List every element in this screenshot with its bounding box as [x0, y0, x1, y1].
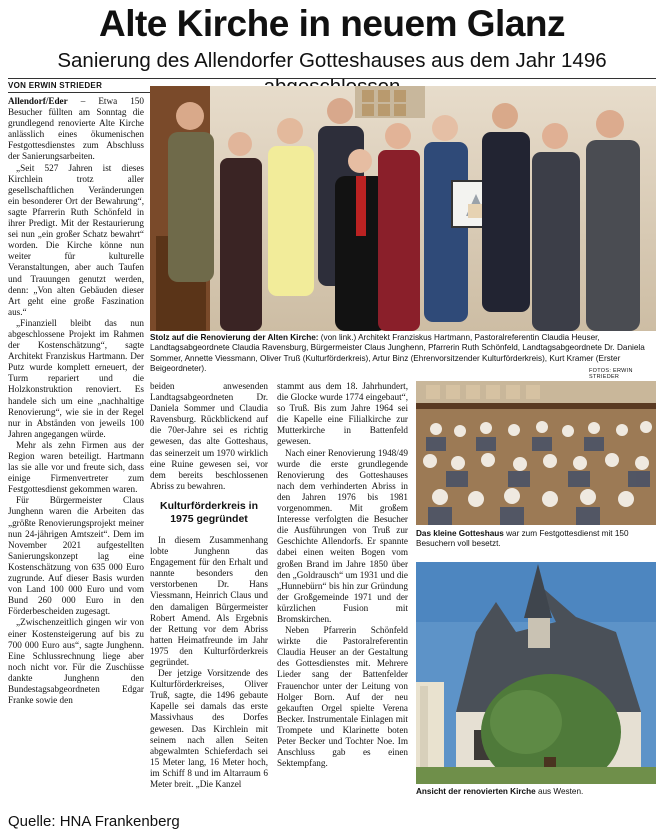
top-rule [8, 78, 656, 79]
article-column-3 [277, 381, 408, 769]
article-column-2 [150, 381, 268, 790]
paragraph: stammt aus dem 18. Jahrhundert, die Glocke wurde 1774 eingebaut“, so Truß. Bis zum Jahre 1964 sei die Kapelle eine Filialkirche zur Mutterkirche in Battenfeld gewesen. [277, 381, 408, 447]
subheadline: Sanierung des Allendorfer Gotteshauses aus dem Jahr 1496 [57, 49, 607, 72]
section-subtitle: Kulturförderkreis in 1975 gegründet [159, 499, 259, 525]
paragraph: Für Bürgermeister Claus Junghenn waren die Arbeiten das „größte Renovierungsprojekt meiner nun 24-jährigen Amtszeit“. Dem im November 2021 aufgestellten Sanierungskonzept lag eine Kostenschätzung von 635 000 Euro zugrunde. Auf dieser Basis wurden von Land 100 000 Euro und vom Bund 260 000 Euro in den Förderbescheiden zugesagt. [8, 495, 144, 617]
photo-credit: FOTOS: ERWIN STRIEDER [589, 368, 633, 380]
audience-photo-image [416, 381, 656, 525]
church-photo [416, 562, 656, 784]
paragraph: In diesem Zusammenhang lobte Junghenn das Engagement für den Erhalt und nannte besonders den verstorbenen Dr. Hans Viessmann, Heinrich Claus und den damaligen Bürgermeister Robert Amend. Als Ergebnis der Rettung vor dem Abriss hatten Heimatfreunde im Jahr 1975 den Kulturförderkreis gegründet. [150, 534, 268, 667]
paragraph: Mehr als zehn Firmen aus der Region waren beteiligt. Hartmann las sie alle vor und freute sich, dass einige Firmenvertreter zum Festgottesdienst gekommen waren. [8, 439, 144, 495]
group-photo [150, 86, 656, 331]
paragraph: „Finanziell bleibt das nun abgeschlossene Projekt im Rahmen der Kostenschätzung“, sagte Architekt Franziskus Hartmann. Der Putz wurde komplett erneuert, der Turm repariert und die Holzkonstruktion renoviert. Es handele sich um eine „nachhaltige Renovierung“, wie sie in der Regel nur in Abständen von jeweils 100 Jahren angegangen würde. [8, 317, 144, 439]
headline: Alte Kirche in neuem Glanz [98, 3, 566, 44]
church-photo-image [416, 562, 656, 784]
church-photo-caption: Ansicht der renovierten Kirche aus Westen. [416, 787, 584, 796]
dateline: Allendorf/Eder [8, 96, 68, 106]
paragraph: „Seit 527 Jahren ist dieses Kirchlein trotz aller gesellschaftlichen Veränderungen ein besonderer Ort der Bewahrung“, sagte Pfarrerin Ruth Schönfeld in ihrer Predigt. Mit der Restaurierung sei nun „ein großer Schatz bewahrt“ worden. Die Kirche könne nun weiter für kulturelle Veranstaltungen, aber auch Taufen und Trauungen genutzt werden, denn: „Von alten Gebäuden dieser Art geht eine große Faszination aus.“ [8, 162, 144, 317]
group-photo-caption: Stolz auf die Renovierung der Alten Kirche: (von link.) Architekt Franziskus Hartmann, Pastoralreferentin Claudia Heuser, Landtagsabgeordnete Claudia Ravensburg, Bürgermeister Claus Junghenn, Pfarrerin Ruth Schönfeld, Landtagsabgeordnete Dr. Daniela Sommer, Annette Viessmann, Oliver Truß (Kulturförderkreis), Artur Binz (Ehrenvorsitzender Kulturförderkreis), Kurt Kramer (Erster Beigeordneter). [150, 333, 645, 374]
audience-photo-caption: Das kleine Gotteshaus war zum Festgottesdienst mit 150 Besuchern voll besetzt. [416, 529, 629, 549]
paragraph: beiden anwesenden Landtagsabgeordneten Dr. Daniela Sommer und Claudia Ravensburg. Rückblickend auf die 70er-Jahre sei es richtig gewesen, das alte Gotteshaus, das seinerzeit um 1970 wirklich eine Ruine gewesen sei, vor dem bereits beschlossenen Abriss zu bewahren. [150, 381, 268, 491]
paragraph: „Zwischenzeitlich gingen wir von einer Kostensteigerung auf bis zu 700 000 Euro aus“, sagte Junghenn. Eine Schlussrechnung liege aber noch nicht vor. Für die Zuschüsse dankte Junghenn den Bundestagsabgeordneten Edgar Franke sowie den [8, 617, 144, 706]
paragraph: Nach einer Renovierung 1948/49 wurde die erste grundlegende Renovierung des Gotteshauses nach dem verhinderten Abriss in den Jahren 1976 bis 1981 vorgenommen. Mit großem Interesse verfolgten die Besucher die Ausführungen von Truß zur Geschichte Allendorfs. Er spannte dabei einen weiten Bogen vom großen Brand im Jahre 1850 über den „Goldrausch“ um 1931 und die „Hunnebürn“ bis hin zur Gründung der Großgemeinde 1971 und der kürzlichen Fusion mit Bromskirchen. [277, 447, 408, 624]
source-note: Quelle: HNA Frankenberg [8, 813, 180, 830]
audience-photo [416, 381, 656, 525]
lead-paragraph: Allendorf/Eder – Etwa 150 Besucher füllten am Sonntag die grundlegend renovierte Alte Kirche anlässlich eines ökumenischen Festgottesdienstes zum Abschluss der Sanierungsarbeiten. [8, 96, 144, 162]
article-column-1 [8, 96, 144, 706]
paragraph: Der jetzige Vorsitzende des Kulturförderkreises, Oliver Truß, sagte, die 1496 gebaute Kapelle sei damals das erste Massivhaus des Dorfes gewesen. Das Kirchlein mit seinem nach allen Seiten abgewalmten Schieferdach sei 15 Meter lang, 16 Meter hoch, im Schiff 8 und im Altarraum 6 Meter breit. „Die Kanzel [150, 668, 268, 789]
group-photo-image [150, 86, 656, 331]
byline: VON ERWIN STRIEDER [8, 81, 103, 90]
paragraph: Neben Pfarrerin Schönfeld wirkte die Pastoralreferentin Claudia Heuser an der Gestaltung des Gottesdienstes mit. Mehrere Lieder sang der Battenfelder Frauenchor unter der Leitung von Holger Born. Auf der neu gekauften Orgel spielte Verena Becker. Instrumentale Einlagen mit Trompete und Klarinette boten Peter Becker und Tochter Noe. Im Anschluss gab es einen Sektempfang. [277, 625, 408, 769]
